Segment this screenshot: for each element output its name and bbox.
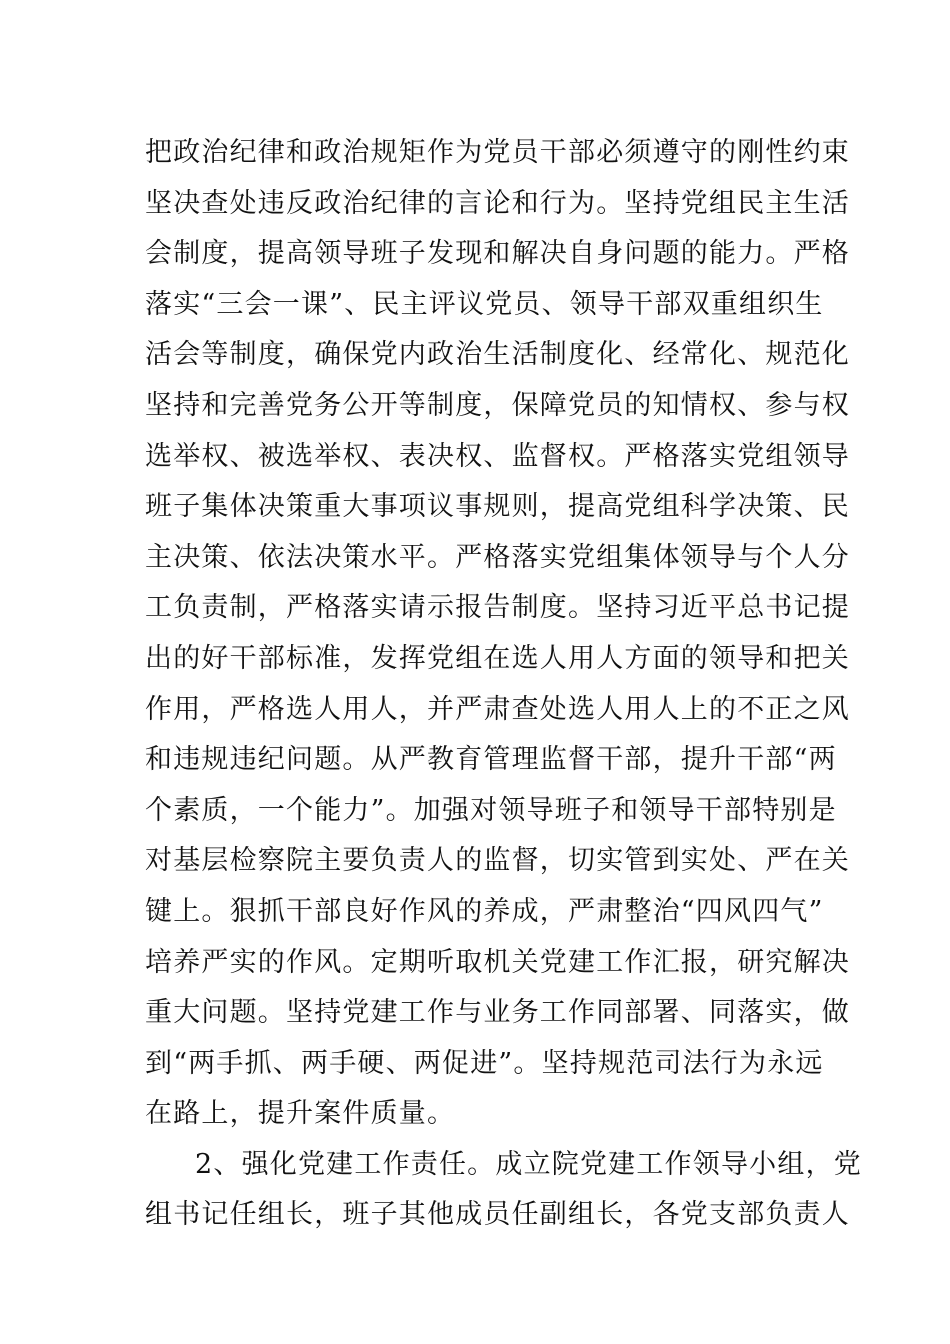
text-line: 培养严实的作风。定期听取机关党建工作汇报，研究解决 xyxy=(145,946,850,978)
body-text xyxy=(145,128,862,1241)
text-line: 坚决查处违反政治纪律的言论和行为。坚持党组民主生活 xyxy=(145,187,850,219)
text-line: 对基层检察院主要负责人的监督，切实管到实处、严在关 xyxy=(145,845,850,877)
text-line: 出的好干部标准，发挥党组在选人用人方面的领导和把关 xyxy=(145,642,850,674)
text-line: 在路上，提升案件质量。 xyxy=(145,1098,456,1130)
text-line: 坚持和完善党务公开等制度，保障党员的知情权、参与权 xyxy=(145,389,850,421)
text-line: 组书记任组长，班子其他成员任副组长，各党支部负责人 xyxy=(145,1199,850,1231)
text-line: 和违规违纪问题。从严教育管理监督干部，提升干部“两 xyxy=(145,744,837,776)
text-line: 会制度，提高领导班子发现和解决自身问题的能力。严格 xyxy=(145,238,850,270)
text-line: 活会等制度，确保党内政治生活制度化、经常化、规范化 xyxy=(145,339,850,371)
text-line: 工负责制，严格落实请示报告制度。坚持习近平总书记提 xyxy=(145,592,850,624)
text-line: 重大问题。坚持党建工作与业务工作同部署、同落实，做 xyxy=(145,997,850,1029)
text-line: 主决策、依法决策水平。严格落实党组集体领导与个人分 xyxy=(145,541,850,573)
text-line: 把政治纪律和政治规矩作为党员干部必须遵守的刚性约束 xyxy=(145,137,850,168)
text-line: 个素质，一个能力”。加强对领导班子和领导干部特别是 xyxy=(145,794,837,826)
text-line: 班子集体决策重大事项议事规则，提高党组科学决策、民 xyxy=(145,491,850,523)
section-heading-line: 2、强化党建工作责任。成立院党建工作领导小组，党 xyxy=(195,1148,862,1180)
text-line: 键上。狠抓干部良好作风的养成，严肃整治“四风四气” xyxy=(145,895,824,927)
text-line: 落实“三会一课”、民主评议党员、领导干部双重组织生 xyxy=(145,288,824,320)
text-line: 作用，严格选人用人，并严肃查处选人用人上的不正之风 xyxy=(145,693,850,725)
text-line: 到“两手抓、两手硬、两促进”。坚持规范司法行为永远 xyxy=(145,1047,824,1079)
text-line: 选举权、被选举权、表决权、监督权。严格落实党组领导 xyxy=(145,440,850,472)
